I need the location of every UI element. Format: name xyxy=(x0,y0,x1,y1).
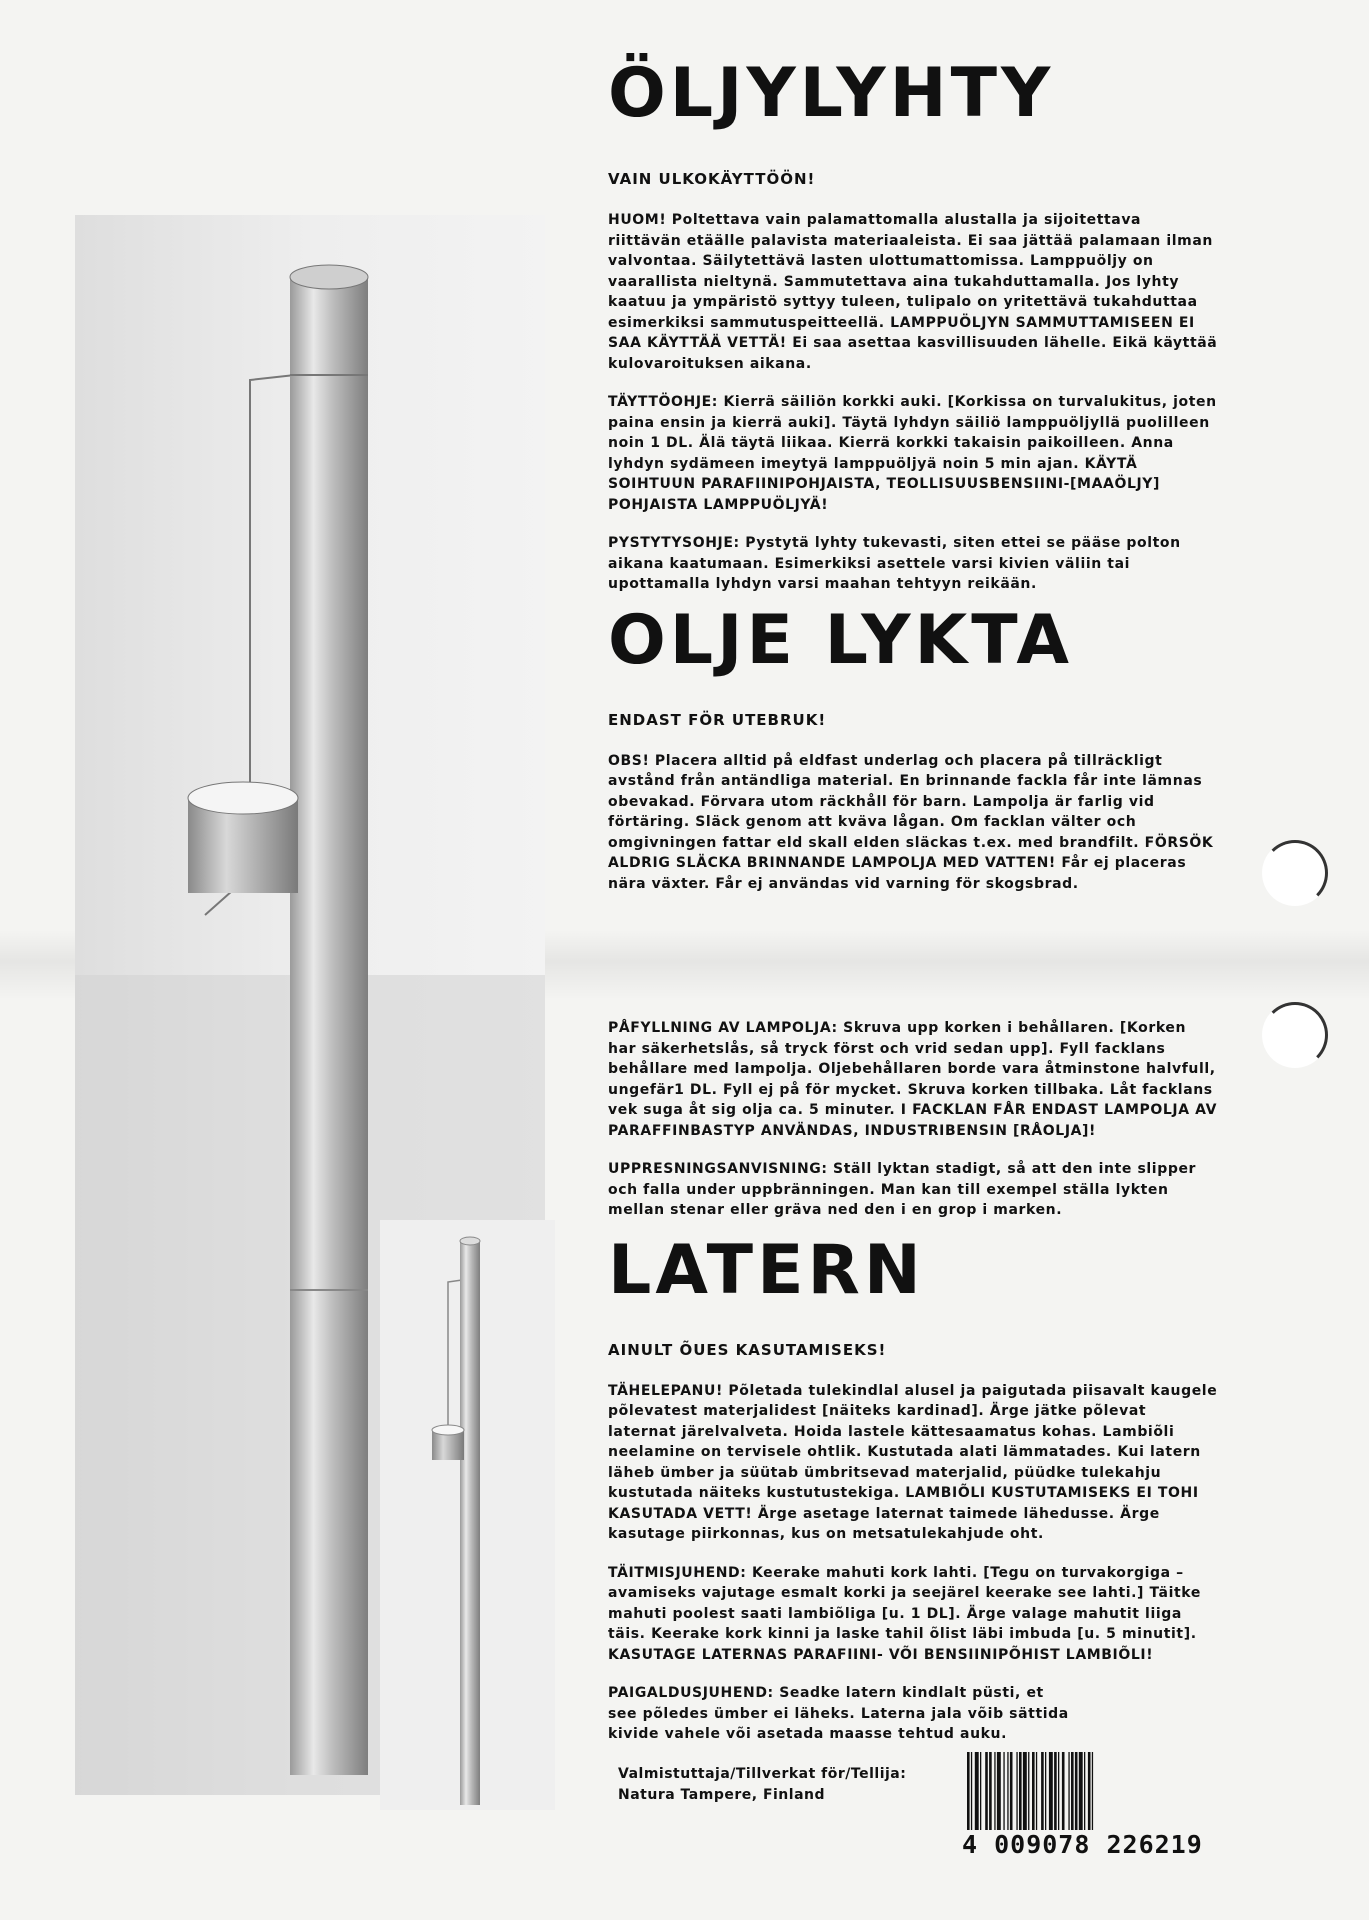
manufacturer-name: Natura Tampere, Finland xyxy=(618,1787,826,1803)
manufacturer-info xyxy=(618,1764,906,1806)
paragraph-setup-finnish: PYSTYTYSOHJE: Pystytä lyhty tukevasti, siten ettei se pääse polton aikana kaatumaan. Esimerkiksi asettele varsi kivien väliin tai upottamalla lyhdyn varsi maahan tehtyyn reikään. xyxy=(608,535,1181,592)
paragraph-filling-swedish: PÅFYLLNING AV LAMPOLJA: Skruva upp korken i behållaren. [Korken har säkerhetslås, så tryck först och vrid sedan upp]. Fyll facklans behållare med lampolja. Oljebehållaren borde vara åtminstone halvfull, ungefär1 DL. Fyll ej på för mycket. Skruva korken tillbaka. Låt facklans vek suga åt sig olja ca. 5 minuter. I FACKLAN FÅR ENDAST LAMPOLJA AV PARAFFINBASTYP ANVÄNDAS, INDUSTRIBENSIN [RÅOLJA]! xyxy=(608,1020,1218,1139)
paragraph-warning-finnish: HUOM! Poltettava vain palamattomalla alustalla ja sijoitettava riittävän etäälle palavista materiaaleista. Ei saa jättää palamaan ilman valvontaa. Säilytettävä lasten ulottumattomissa. Lamppuöljy on vaarallista nieltynä. Sammutettava aina tukahduttamalla. Jos lyhty kaatuu ja ympäristö syttyy tuleen, tulipalo on yritettävä tukahduttaa esimerkiksi sammutuspeitteellä. LAMPPUÖLJYN SAMMUTTAMISEEN EI SAA KÄYTTÄÄ VETTÄ! Ei saa asettaa kasvillisuuden lähelle. Eikä käyttää kulovaroituksen aikana. xyxy=(608,212,1218,372)
subtitle-finnish: VAIN ULKOKÄYTTÖÖN! xyxy=(608,170,816,188)
paragraph-filling-estonian: TÄITMISJUHEND: Keerake mahuti kork lahti. [Tegu on turvakorgiga – avamiseks vajutage esmalt korki ja seejärel keerake see lahti.] Täitke mahuti poolest saati lambiõliga [u. 1 DL]. Ärge valage mahutit liiga täis. Keerake kork kinni ja laske tahil õlist läbi imbuda [u. 5 minutit]. KASUTAGE LATERNAS PARAFIINI- VÕI BENSIINIPÕHIST LAMBIÕLI! xyxy=(608,1564,1201,1663)
punch-hole-top xyxy=(1262,840,1328,906)
title-estonian: LATERN xyxy=(608,1230,925,1310)
subtitle-estonian: AINULT ÕUES KASUTAMISEKS! xyxy=(608,1340,887,1359)
paragraph-filling-finnish: TÄYTTÖOHJE: Kierrä säiliön korkki auki. [Korkissa on turvalukitus, joten paina ensin ja kierrä auki]. Täytä lyhdyn säiliö lamppuöljyllä puolilleen noin 1 DL. Älä täytä liikaa. Kierrä korkki takaisin paikoilleen. Anna lyhdyn sydämeen imeytyä lamppuöljyä noin 5 min ajan. KÄYTÄ SOIHTUUN PARAFIINIPOHJAISTA, TEOLLISUUSBENSIINI-[MAAÖLJY] POHJAISTA LAMPPUÖLJYÄ! xyxy=(608,394,1217,513)
product-photo-small xyxy=(380,1220,555,1810)
title-swedish: OLJE LYKTA xyxy=(608,600,1073,680)
text-column xyxy=(608,54,1218,1745)
paragraph-warning-estonian: TÄHELEPANU! Põletada tulekindlal alusel ja paigutada piisavalt kaugele põlevatest materjalidest [näiteks kardinad]. Ärge jätke põlevat laternat järelvalveta. Hoida lastele kättesaamatus kohas. Lambiõli neelamine on tervisele ohtlik. Kustutada alati lämmatades. Kui latern läheb ümber ja süütab ümbritsevad materjalid, püüdke tulekahju kustutada näiteks kustutustekiga. LAMBIÕLI KUSTUTAMISEKS EI TOHI KASUTADA VETT! Ärge asetage laternat taimede lähedusse. Ärge kasutage piirkonnas, kus on metsatulekahjude oht. xyxy=(608,1382,1218,1542)
manufacturer-label: Valmistuttaja/Tillverkat för/Tellija: xyxy=(618,1766,907,1782)
barcode-number: 4 009078 226219 xyxy=(962,1830,1203,1859)
paragraph-setup-swedish: UPPRESNINGSANVISNING: Ställ lyktan stadigt, så att den inte slipper och falla under uppbränningen. Man kan till exempel ställa lykten mellan stenar eller gräva ned den i en grop i marken. xyxy=(608,1161,1197,1218)
title-finnish: ÖLJYLYHTY xyxy=(608,54,1055,133)
paragraph-warning-swedish: OBS! Placera alltid på eldfast underlag och placera på tillräckligt avstånd från antändliga material. En brinnande fackla får inte lämnas obevakad. Förvara utom räckhåll för barn. Lampolja är farlig vid förtäring. Släck genom att kväva lågan. Om facklan välter och omgivningen fattar eld skall elden släckas t.ex. med brandfilt. FÖRSÖK ALDRIG SLÄCKA BRINNANDE LAMPOLJA MED VATTEN! Får ej placeras nära växter. Får ej användas vid varning för skogsbrad. xyxy=(608,752,1214,892)
punch-hole-bottom xyxy=(1262,1002,1328,1068)
paragraph-setup-estonian: PAIGALDUSJUHEND: Seadke latern kindlalt püsti, et see põledes ümber ei läheks. Laterna jala võib sättida kivide vahele või asetada maasse tehtud auku. xyxy=(608,1685,1069,1742)
subtitle-swedish: ENDAST FÖR UTEBRUK! xyxy=(608,710,827,729)
